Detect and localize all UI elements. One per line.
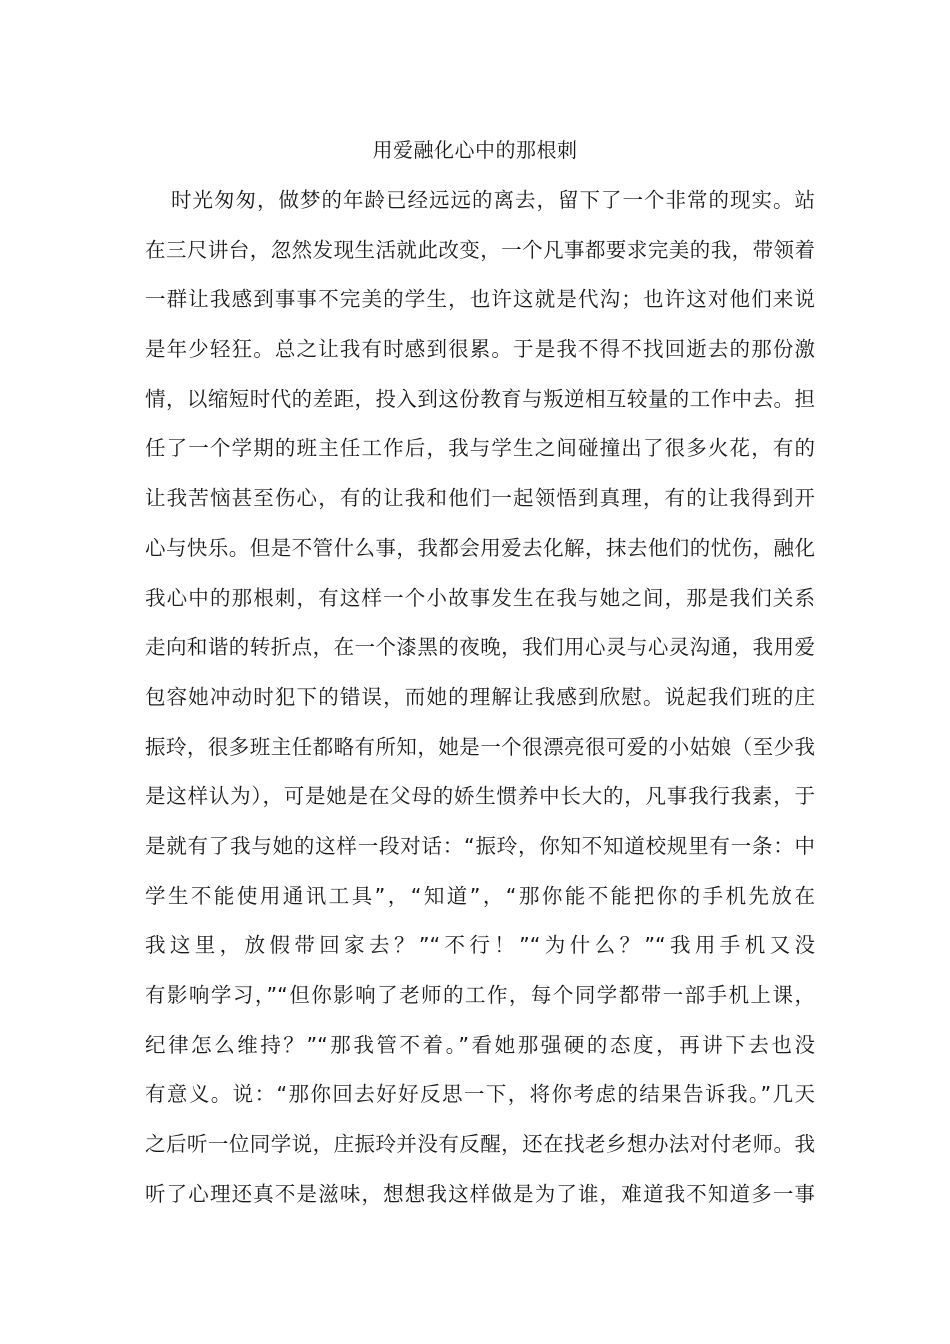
text-line: 有意义。说：“那你回去好好反思一下，将你考虑的结果告诉我。”几天 bbox=[145, 1082, 815, 1107]
text-line: 听了心理还真不是滋味，想想我这样做是为了谁，难道我不知道多一事 bbox=[145, 1181, 815, 1206]
text-line: 学生不能使用通讯工具”，“知道”，“那你能不能把你的手机先放在 bbox=[145, 883, 815, 908]
text-line: 纪律怎么维持？”“那我管不着。”看她那强硬的态度，再讲下去也没 bbox=[145, 1032, 815, 1057]
text-line: 是就有了我与她的这样一段对话：“振玲，你知不知道校规里有一条：中 bbox=[145, 833, 815, 858]
text-line: 一群让我感到事事不完美的学生，也许这就是代沟；也许这对他们来说 bbox=[145, 287, 815, 312]
text-line: 有影响学习，”“但你影响了老师的工作，每个同学都带一部手机上课， bbox=[145, 983, 815, 1007]
text-line: 是年少轻狂。总之让我有时感到很累。于是我不得不找回逝去的那份激 bbox=[145, 337, 815, 362]
text-line: 任了一个学期的班主任工作后，我与学生之间碰撞出了很多火花，有的 bbox=[145, 436, 815, 461]
text-line: 让我苦恼甚至伤心，有的让我和他们一起领悟到真理，有的让我得到开 bbox=[145, 486, 815, 511]
text-line: 走向和谐的转折点，在一个漆黑的夜晚，我们用心灵与心灵沟通，我用爱 bbox=[145, 635, 815, 660]
document-body bbox=[145, 183, 815, 1226]
text-line: 之后听一位同学说，庄振玲并没有反醒，还在找老乡想办法对付老师。我 bbox=[145, 1132, 815, 1157]
text-line: 我心中的那根刺，有这样一个小故事发生在我与她之间，那是我们关系 bbox=[145, 585, 815, 610]
text-line: 我这里，放假带回家去？”“不行！”“为什么？”“我用手机又没 bbox=[145, 933, 815, 958]
text-line: 时光匆匆，做梦的年龄已经远远的离去，留下了一个非常的现实。站 bbox=[171, 188, 815, 212]
text-line: 心与快乐。但是不管什么事，我都会用爱去化解，抹去他们的忧伤，融化 bbox=[145, 535, 815, 560]
document-title: 用爱融化心中的那根刺 bbox=[372, 138, 578, 162]
text-line: 包容她冲动时犯下的错误，而她的理解让我感到欣慰。说起我们班的庄 bbox=[145, 684, 815, 709]
text-line: 是这样认为），可是她是在父母的娇生惯养中长大的，凡事我行我素，于 bbox=[145, 784, 815, 809]
text-line: 振玲，很多班主任都略有所知，她是一个很漂亮很可爱的小姑娘（至少我 bbox=[145, 734, 815, 759]
text-line: 情，以缩短时代的差距，投入到这份教育与叛逆相互较量的工作中去。担 bbox=[145, 386, 815, 411]
text-line: 在三尺讲台，忽然发现生活就此改变，一个凡事都要求完美的我，带领着 bbox=[145, 237, 815, 262]
